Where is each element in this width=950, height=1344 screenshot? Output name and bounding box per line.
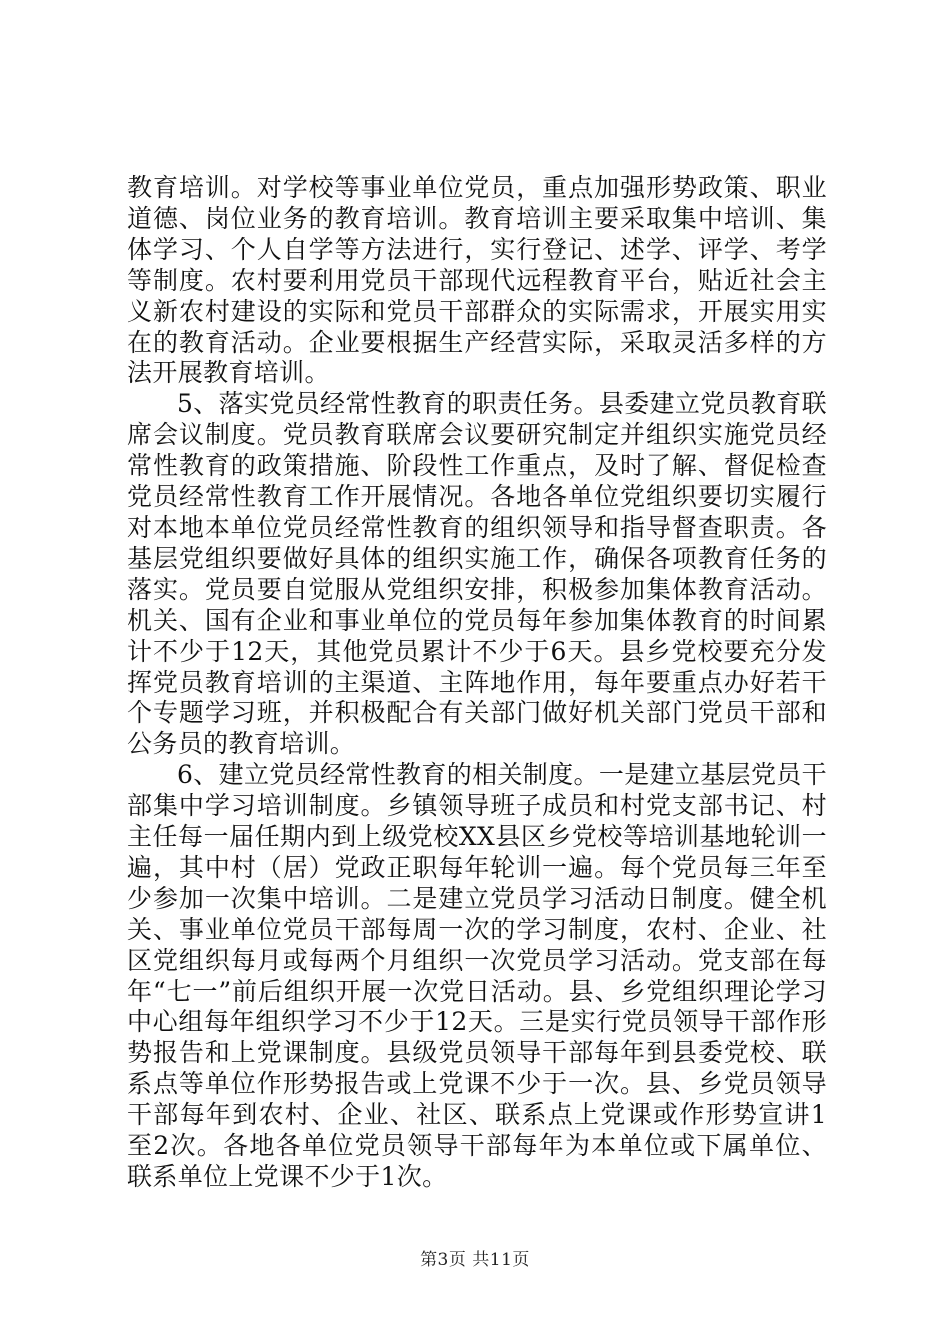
page-number-footer: 第3页 共11页: [420, 1250, 530, 1270]
paragraph-continuation: 教育培训。对学校等事业单位党员，重点加强形势政策、职业道德、岗位业务的教育培训。教育培训主要采取集中培训、集体学习、个人自学等方法进行，实行登记、述学、评学、考学等制度。农村要利用党员干部现代远程教育平台，贴近社会主义新农村建设的实际和党员干部群众的实际需求，开展实用实在的教育活动。企业要根据生产经营实际，采取灵活多样的方法开展教育培训。: [127, 173, 827, 388]
paragraph-item-6: 6、建立党员经常性教育的相关制度。一是建立基层党员干部集中学习培训制度。乡镇领导班子成员和村党支部书记、村主任每一届任期内到上级党校XX县区乡党校等培训基地轮训一遍，其中村（居）党政正职每年轮训一遍。每个党员每三年至少参加一次集中培训。二是建立党员学习活动日制度。健全机关、事业单位党员干部每周一次的学习制度，农村、企业、社区党组织每月或每两个月组织一次党员学习活动。党支部在每年“七一”前后组织开展一次党日活动。县、乡党组织理论学习中心组每年组织学习不少于12天。三是实行党员领导干部作形势报告和上党课制度。县级党员领导干部每年到县委党校、联系点等单位作形势报告或上党课不少于一次。县、乡党员领导干部每年到农村、企业、社区、联系点上党课或作形势宣讲1至2次。各地各单位党员领导干部每年为本单位或下属单位、联系单位上党课不少于1次。: [127, 760, 828, 1191]
document-body: [127, 173, 827, 1193]
paragraph-item-5: 5、落实党员经常性教育的职责任务。县委建立党员教育联席会议制度。党员教育联席会议要研究制定并组织实施党员经常性教育的政策措施、阶段性工作重点，及时了解、督促检查党员经常性教育工作开展情况。各地各单位党组织要切实履行对本地本单位党员经常性教育的组织领导和指导督查职责。各基层党组织要做好具体的组织实施工作，确保各项教育任务的落实。党员要自觉服从党组织安排，积极参加集体教育活动。机关、国有企业和事业单位的党员每年参加集体教育的时间累计不少于12天，其他党员累计不少于6天。县乡党校要充分发挥党员教育培训的主渠道、主阵地作用，每年要重点办好若干个专题学习班，并积极配合有关部门做好机关部门党员干部和公务员的教育培训。: [127, 389, 828, 759]
